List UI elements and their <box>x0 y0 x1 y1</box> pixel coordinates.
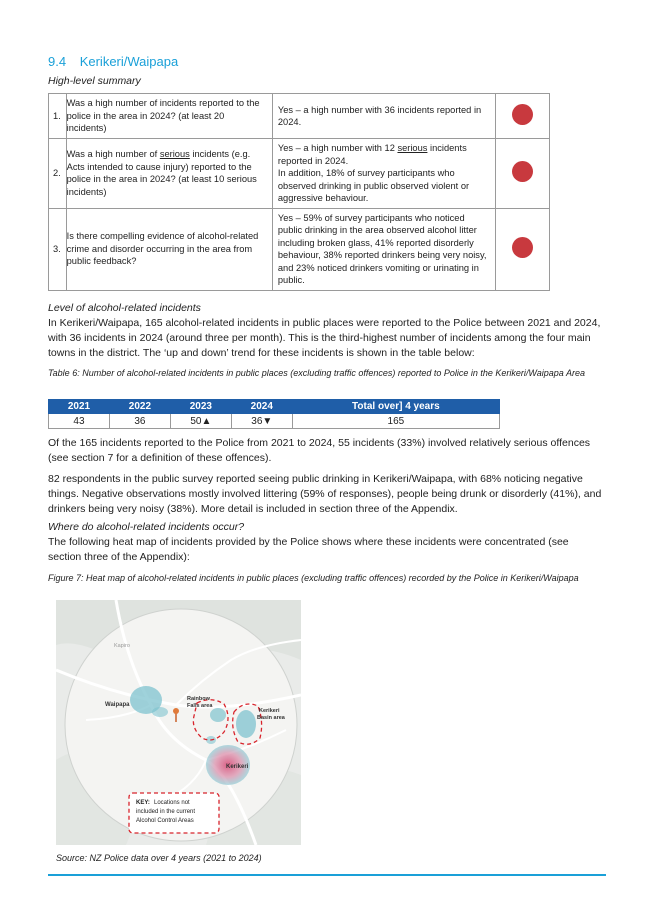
level-heading: Level of alcohol-related incidents <box>48 302 201 314</box>
table-header-row <box>49 400 500 414</box>
column-header: Total over] 4 years <box>292 400 499 414</box>
row-question: Is there compelling evidence of alcohol-related crime and disorder occurring in the area from public feedback? <box>66 208 272 290</box>
table-cell: 36 <box>109 414 170 429</box>
key-text-3: Alcohol Control Areas <box>136 818 194 824</box>
label-waipapa: Waipapa <box>105 702 130 708</box>
heat-blob <box>152 707 168 717</box>
key-title: KEY: <box>136 800 150 806</box>
figure7-caption: Figure 7: Heat map of alcohol-related incidents in public places (excluding traffic offences) recorded by the Police in Kerikeri/Waipapa <box>48 573 579 583</box>
column-header: 2024 <box>231 400 292 414</box>
table-cell: 50▲ <box>170 414 231 429</box>
section-heading <box>48 54 178 69</box>
label-basin-2: Basin area <box>257 715 285 721</box>
answer-extra: In addition, 18% of survey participants who observed drinking in public observed violent or aggressive behaviour. <box>277 168 470 203</box>
row-number: 1. <box>49 94 67 139</box>
question-text: Was a high number of <box>66 149 160 160</box>
row-question <box>66 139 272 209</box>
label-basin-1: Kerikeri <box>259 708 280 714</box>
status-dot-icon <box>512 104 533 125</box>
table-cell: 43 <box>49 414 110 429</box>
table-row <box>49 94 550 139</box>
incident-count-table <box>48 399 500 429</box>
row-answer: Yes – a high number with 36 incidents reported in 2024. <box>272 94 495 139</box>
footer-rule <box>48 874 606 876</box>
row-number: 3. <box>49 208 67 290</box>
row-number: 2. <box>49 139 67 209</box>
status-dot-icon <box>512 237 533 258</box>
table-row <box>49 414 500 429</box>
level-paragraph: In Kerikeri/Waipapa, 165 alcohol-related incidents in public places were reported to the Police between 2021 and 2024, with 36 incidents in 2024 (around three per month). This is the third-highest number of incidents among the four main towns in the district. The ‘up and down’ trend for these incidents is shown in the table below: <box>48 317 601 359</box>
heat-map-svg <box>56 600 301 845</box>
column-header: 2021 <box>49 400 110 414</box>
status-cell <box>496 139 550 209</box>
status-dot-icon <box>512 161 533 182</box>
key-text-2: included in the current <box>136 809 196 815</box>
answer-underlined: serious <box>397 143 428 153</box>
status-cell <box>496 94 550 139</box>
summary-table <box>48 93 550 291</box>
label-kapiro: Kapiro <box>114 643 130 649</box>
label-kerikeri: Kerikeri <box>226 764 249 770</box>
section-number: 9.4 <box>48 54 67 69</box>
table6-caption: Table 6: Number of alcohol-related incidents in public places (excluding traffic offences) reported to Police in the Kerikeri/Waipapa Area <box>48 368 585 378</box>
answer-text-rest: incidents reported in 2024. <box>277 143 467 166</box>
table-row <box>49 208 550 290</box>
row-answer: Yes – 59% of survey participants who noticed public drinking in the area observed alcohol litter including broken glass, 41% reported disorderly behaviour, 38% reported drinkers being very noisy, and 23% noticed drinkers vomiting or urinating in public. <box>272 208 495 290</box>
label-rainbow-1: Rainbow <box>187 696 210 702</box>
where-heading: Where do alcohol-related incidents occur? <box>48 521 245 533</box>
figure-source: Source: NZ Police data over 4 years (2021 to 2024) <box>56 853 262 863</box>
summary-heading: High-level summary <box>48 75 141 87</box>
status-cell <box>496 208 550 290</box>
question-text-rest: incidents (e.g. Acts intended to cause injury) reported to the police in the area in 2024? (at least 10 serious incidents) <box>66 149 257 197</box>
row-answer <box>272 139 495 209</box>
row-question: Was a high number of incidents reported to the police in the area in 2024? (at least 20 incidents) <box>66 94 272 139</box>
section-title: Kerikeri/Waipapa <box>79 54 179 69</box>
key-text-1: Locations not <box>154 800 190 806</box>
question-underlined: serious <box>159 149 190 160</box>
column-header: 2023 <box>170 400 231 414</box>
label-rainbow-2: Falls area <box>187 703 213 709</box>
pin-head-icon <box>173 708 179 714</box>
table-row <box>49 139 550 209</box>
where-paragraph: The following heat map of incidents provided by the Police shows where these incidents were concentrated (see section three of the Appendix): <box>48 536 569 563</box>
survey-paragraph: 82 respondents in the public survey reported seeing public drinking in Kerikeri/Waipapa, with 68% noticing negative things. Negative observations mostly involved littering (59% of responses), people being drunk or disorderly (41%), and drinkers being very noisy (38%). More detail is included in section three of the Appendix. <box>48 473 602 515</box>
heat-blob <box>236 710 256 738</box>
answer-text: Yes – a high number with 12 <box>277 143 398 153</box>
column-header: 2022 <box>109 400 170 414</box>
table-cell: 36▼ <box>231 414 292 429</box>
table-cell: 165 <box>292 414 499 429</box>
serious-paragraph: Of the 165 incidents reported to the Police from 2021 to 2024, 55 incidents (33%) involved relatively serious offences (see section 7 for a definition of these offences). <box>48 437 591 464</box>
heat-map <box>56 600 301 845</box>
heat-blob <box>210 708 226 722</box>
